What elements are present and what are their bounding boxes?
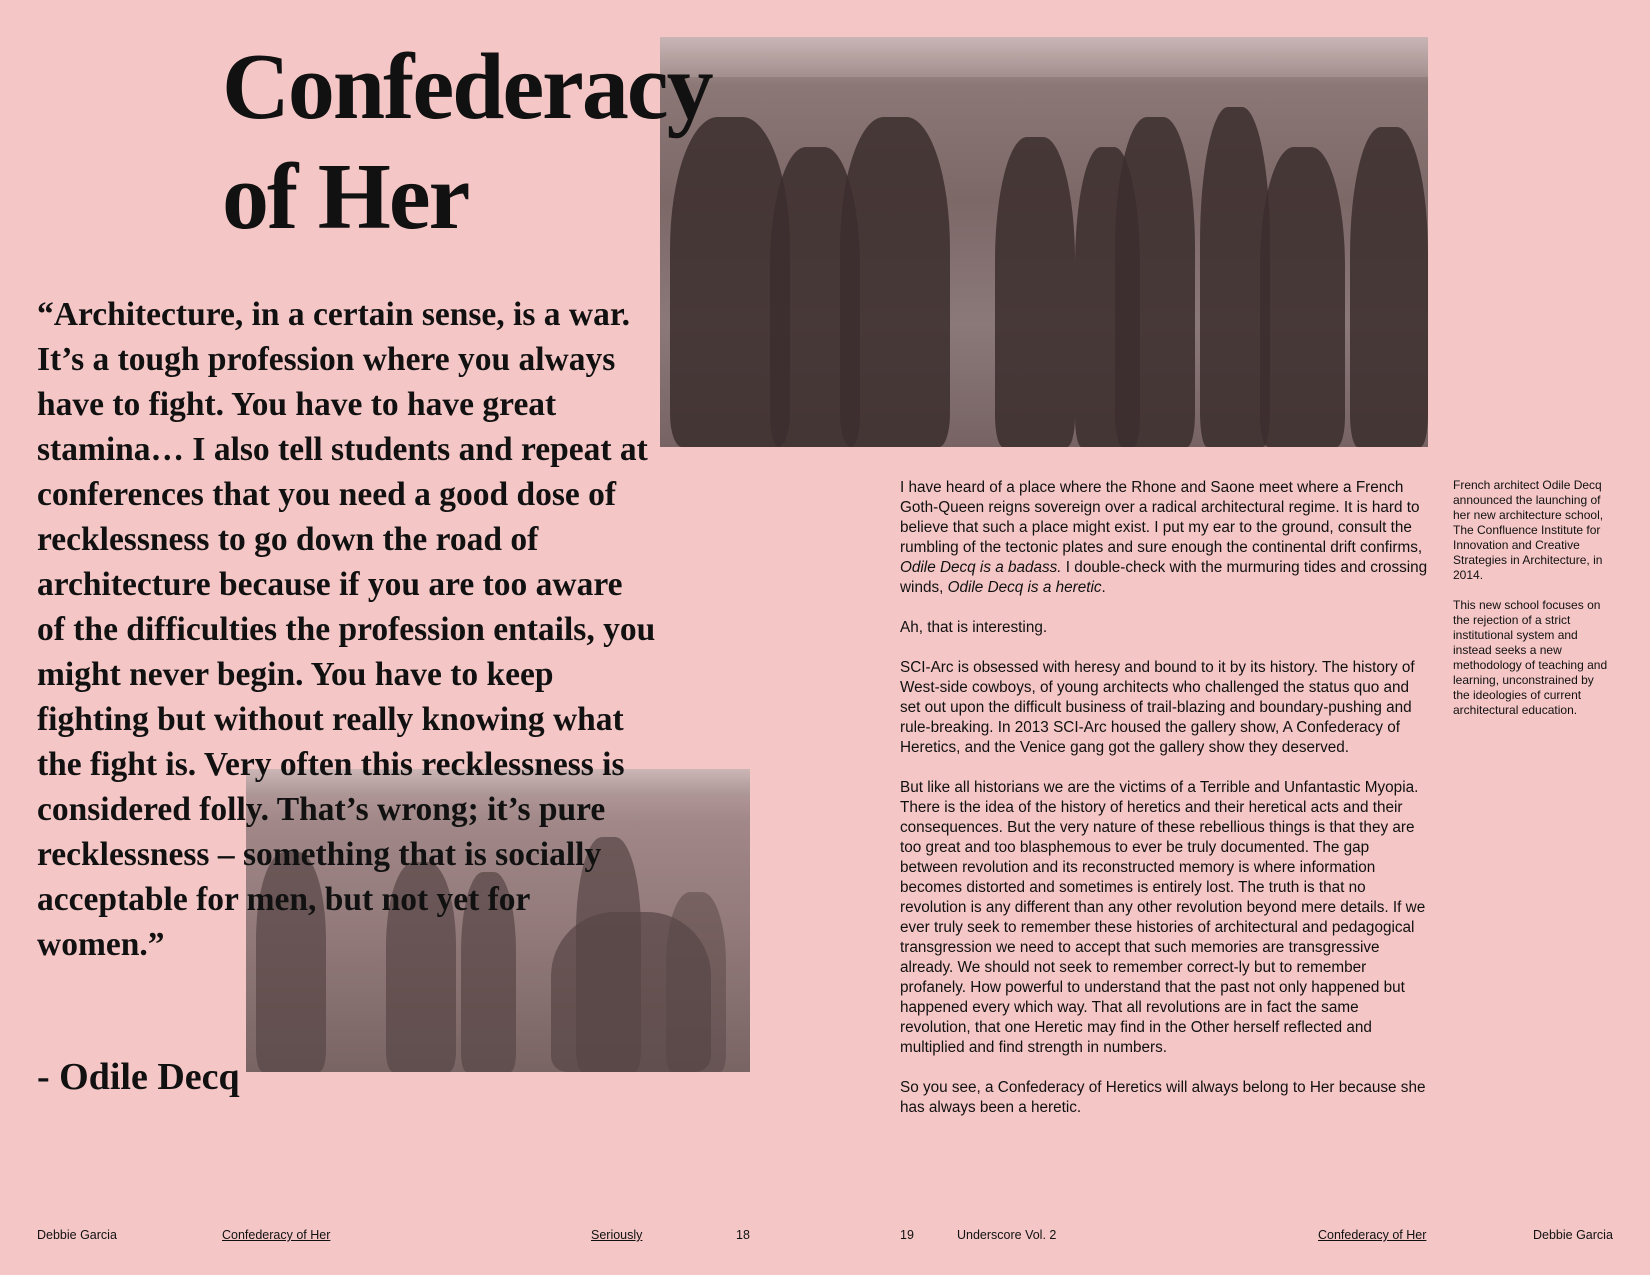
body-paragraph: Ah, that is interesting. xyxy=(900,619,1048,636)
page-number-right: 19 xyxy=(900,1228,914,1242)
footer-author-left: Debbie Garcia xyxy=(37,1228,117,1242)
quote-attribution: - Odile Decq xyxy=(37,1056,240,1098)
group-photo-beach xyxy=(660,37,1428,447)
body-paragraph: SCI-Arc is obsessed with heresy and bound to it by its history. The history of West-side cowboys, of young architects who challenged the status quo and set out upon the difficult business of trail-blazing and boundary-pushing and rule-breaking. In 2013 SCI-Arc housed the gallery show, A Confederacy of Heretics, and the Venice gang got the gallery show they deserved. xyxy=(900,659,1415,756)
article-title xyxy=(222,32,712,252)
footer-publication: Underscore Vol. 2 xyxy=(957,1228,1057,1242)
sidebar-note xyxy=(1453,478,1613,733)
sidebar-paragraph: This new school focuses on the rejection of a strict institutional system and instead seeks a new methodology of teaching and learning, unconstrained by the ideologies of current architectural education. xyxy=(1453,598,1608,717)
footer-title-link-right[interactable]: Confederacy of Her xyxy=(1318,1228,1427,1242)
title-line-1: Confederacy xyxy=(222,35,712,139)
body-paragraph: I have heard of a place where the Rhone and Saone meet where a French Goth-Queen reigns sovereign over a radical architectural regime. It is hard to believe that such a place might exist. I put my ear to the ground, consult the rumbling of the tectonic plates and sure enough the continental drift confirms, Odile Decq is a badass. I double-check with the murmuring tides and crossing winds, Odile Decq is a heretic. xyxy=(900,479,1428,596)
title-line-2: of Her xyxy=(222,145,469,249)
body-paragraph: But like all historians we are the victims of a Terrible and Unfantastic Myopia. There is the idea of the history of heretics and their heretical acts and their consequences. But the very nature of these rebellious things is that they are too great and too blasphemous to ever be truly documented. The gap between revolution and its reconstructed memory is where information becomes distorted and sometimes is entirely lost. The truth is that no revolution is any different than any other revolution beyond mere details. If we ever truly seek to remember these histories of architectural and pedagogical transgression we need to accept that such memories are transgressive already. We should not seek to remember correct-ly but to remember profanely. How powerful to understand that the past not only happened but happened every which way. That all revolutions are in fact the same revolution, that one Heretic may find in the Other herself reflected and multiplied and find strength in numbers. xyxy=(900,779,1426,1056)
footer-author-right: Debbie Garcia xyxy=(1533,1228,1613,1242)
pull-quote: “Architecture, in a certain sense, is a war. It’s a tough profession where you always have to fight. You have to have great stamina… I also tell students and repeat at conferences that you need a good dose of recklessness to go down the road of architecture because if you are too aware of the difficulties the profession entails, you might never begin. You have to keep fighting but without really knowing what the fight is. Very often this recklessness is considered folly. That’s wrong; it’s pure recklessness – something that is socially acceptable for men, but not yet for women.” xyxy=(37,296,656,963)
body-paragraph: So you see, a Confederacy of Heretics will always belong to Her because she has always been a heretic. xyxy=(900,1079,1426,1116)
sidebar-paragraph: French architect Odile Decq announced the launching of her new architecture school, The Confluence Institute for Innovation and Creative Strategies in Architecture, in 2014. xyxy=(1453,478,1604,582)
page-number-left: 18 xyxy=(736,1228,750,1242)
footer-section-link[interactable]: Seriously xyxy=(591,1228,643,1242)
footer-title-link-left[interactable]: Confederacy of Her xyxy=(222,1228,331,1242)
article-body xyxy=(900,478,1430,1138)
